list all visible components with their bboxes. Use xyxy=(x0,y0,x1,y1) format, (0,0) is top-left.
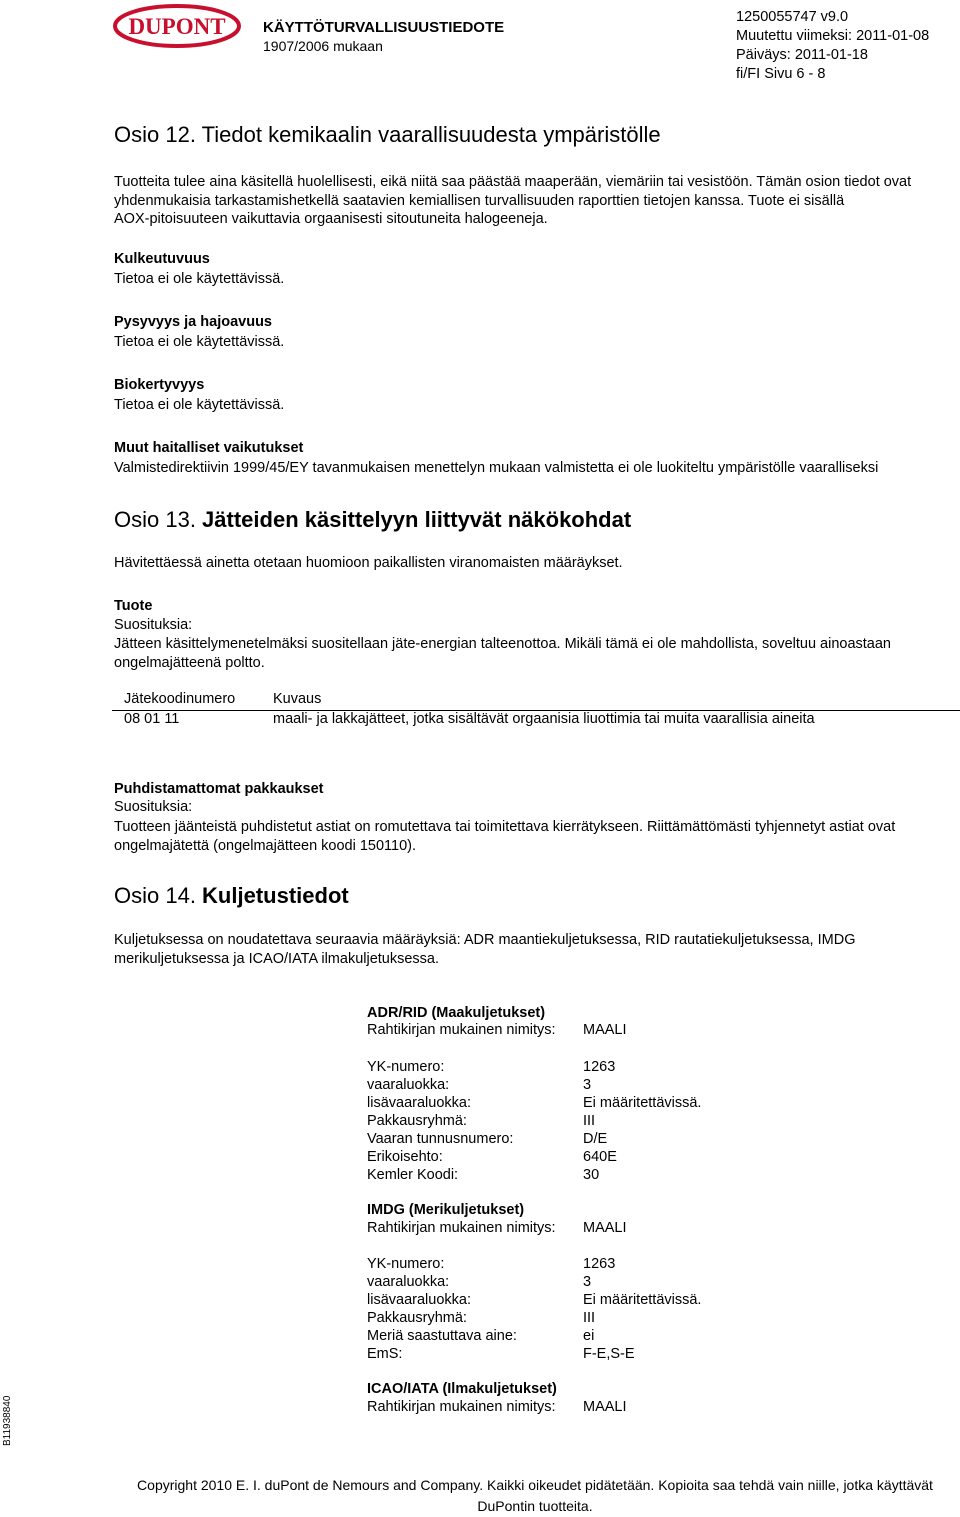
product-text-line: ongelmajätteenä poltto. xyxy=(114,654,265,671)
persistence-text: Tietoa ei ole käytettävissä. xyxy=(114,334,285,350)
field-value: 30 xyxy=(583,1167,600,1183)
field-value: 1263 xyxy=(583,1256,616,1272)
field-value: 1263 xyxy=(583,1059,616,1075)
section-14-number: Osio 14. xyxy=(114,883,203,908)
field-label: Kemler Koodi: xyxy=(367,1167,459,1183)
document-title: KÄYTTÖTURVALLISUUSTIEDOTE xyxy=(263,19,505,36)
footer-line: Copyright 2010 E. I. duPont de Nemours and Company. Kaikki oikeudet pidätetään. Kopioita saa tehdä vain niille, jotka käyttävät xyxy=(137,1477,933,1493)
section-12-intro xyxy=(114,173,920,229)
intro-line: AOX-pitoisuuteen vaikuttavia orgaanisesti sitoutuneita halogeeneja. xyxy=(114,211,548,227)
section-13-name: Jätteiden käsittelyyn liittyvät näkökohdat xyxy=(202,507,632,532)
field-value: MAALI xyxy=(583,1220,627,1236)
mobility-text: Tietoa ei ole käytettävissä. xyxy=(114,271,285,287)
regulation-reference: 1907/2006 mukaan xyxy=(263,38,383,54)
imdg-heading: IMDG (Merikuljetukset) xyxy=(367,1202,525,1218)
intro-line: Tuotteita tulee aina käsitellä huolellisesti, eikä niitä saa päästää maaperään, viemäriin tai vesistöön. Tämän osion tiedot ovat xyxy=(114,174,912,190)
modified-date: Muutettu viimeksi: 2011-01-08 xyxy=(736,28,930,44)
icao-heading: ICAO/IATA (Ilmakuljetukset) xyxy=(367,1381,557,1397)
field-label: Rahtikirjan mukainen nimitys: xyxy=(367,1022,556,1038)
bioaccumulation-text: Tietoa ei ole käytettävissä. xyxy=(114,397,285,413)
document-meta xyxy=(736,8,929,84)
field-value: ei xyxy=(583,1328,595,1344)
description-cell: maali- ja lakkajätteet, jotka sisältävät orgaanisia liuottimia tai muita vaarallisia aineita xyxy=(273,711,815,727)
field-label: Meriä saastuttava aine: xyxy=(367,1328,517,1344)
field-value: MAALI xyxy=(583,1022,627,1038)
field-value: MAALI xyxy=(583,1399,627,1415)
adr-heading: ADR/RID (Maakuljetukset) xyxy=(367,1005,546,1021)
field-label: vaaraluokka: xyxy=(367,1274,450,1290)
other-effects-heading: Muut haitalliset vaikutukset xyxy=(114,440,304,456)
field-label: Pakkausryhmä: xyxy=(367,1310,467,1326)
imdg-shipping-name xyxy=(0,1220,960,1240)
product-recommendations-label: Suosituksia: xyxy=(114,617,193,633)
product-heading: Tuote xyxy=(114,598,153,614)
logo-text: DUPONT xyxy=(128,14,226,39)
field-value: Ei määritettävissä. xyxy=(583,1095,702,1111)
field-label: EmS: xyxy=(367,1346,403,1362)
field-value: F-E,S-E xyxy=(583,1346,635,1362)
adr-shipping-name xyxy=(0,1022,960,1042)
field-label: Pakkausryhmä: xyxy=(367,1113,467,1129)
field-value: D/E xyxy=(583,1131,608,1147)
document-side-code: B11938840 xyxy=(2,1395,13,1446)
footer-line: DuPontin tuotteita. xyxy=(477,1498,593,1514)
field-value: 640E xyxy=(583,1149,617,1165)
packaging-recommendations-label: Suosituksia: xyxy=(114,799,193,815)
intro-line: yhdenmukaisia tarkastamishetkellä saatavien kemiallisen turvallisuuden raporttien tietojen kanssa. Tuote ei sisällä xyxy=(114,192,845,209)
product-text-line: Jätteen käsittelymenetelmäksi suositellaan jäte-energian talteenottoa. Mikäli tämä ei ole mahdollista, soveltuu ainoastaan xyxy=(114,636,891,652)
field-label: vaaraluokka: xyxy=(367,1077,450,1093)
waste-code-cell: 08 01 11 xyxy=(124,711,180,727)
field-label: Erikoisehto: xyxy=(367,1149,443,1165)
copyright-footer xyxy=(0,1475,960,1517)
persistence-heading: Pysyvyys ja hajoavuus xyxy=(114,314,272,330)
packaging-heading: Puhdistamattomat pakkaukset xyxy=(114,781,324,797)
field-label: Vaaran tunnusnumero: xyxy=(367,1131,514,1147)
intro-line: Kuljetuksessa on noudatettava seuraavia määräyksiä: ADR maantiekuljetuksessa, RID rautatiekuljetuksessa, IMDG xyxy=(114,932,856,948)
field-value: 3 xyxy=(583,1274,592,1290)
section-14-name: Kuljetustiedot xyxy=(202,883,349,908)
field-value: Ei määritettävissä. xyxy=(583,1292,702,1308)
section-13-intro: Hävitettäessä ainetta otetaan huomioon paikallisten viranomaisten määräykset. xyxy=(114,555,623,571)
field-value: III xyxy=(583,1113,596,1129)
issue-date: Päiväys: 2011-01-18 xyxy=(736,47,868,63)
waste-code-header: Jätekoodinumero xyxy=(124,691,236,707)
field-label: YK-numero: xyxy=(367,1256,445,1272)
dupont-logo xyxy=(112,4,242,48)
bioaccumulation-heading: Biokertyvyys xyxy=(114,377,205,393)
section-13-number: Osio 13. xyxy=(114,507,203,532)
description-header: Kuvaus xyxy=(273,691,322,707)
page-number: fi/FI Sivu 6 - 8 xyxy=(736,66,826,82)
field-value: III xyxy=(583,1310,596,1326)
field-value: 3 xyxy=(583,1077,592,1093)
section-12-title: Osio 12. Tiedot kemikaalin vaarallisuudesta ympäristölle xyxy=(114,122,661,147)
field-label: YK-numero: xyxy=(367,1059,445,1075)
other-effects-text: Valmistedirektiivin 1999/45/EY tavanmukaisen menettelyn mukaan valmistetta ei ole luokiteltu ympäristölle vaaralliseksi xyxy=(114,460,879,476)
packaging-text-line: Tuotteen jäänteistä puhdistetut astiat on romutettava tai toimitettava kierrätykseen. Riittämättömästi tyhjennetyt astiat ovat xyxy=(114,819,896,835)
section-14-title xyxy=(114,883,349,909)
product-text xyxy=(114,635,920,672)
field-label: lisävaaraluokka: xyxy=(367,1292,471,1308)
packaging-text xyxy=(114,818,920,855)
mobility-heading: Kulkeutuvuus xyxy=(114,251,210,267)
document-number: 1250055747 v9.0 xyxy=(736,9,849,25)
field-label: Rahtikirjan mukainen nimitys: xyxy=(367,1220,556,1236)
field-label: lisävaaraluokka: xyxy=(367,1095,471,1111)
icao-shipping-name xyxy=(0,1399,960,1419)
section-14-intro xyxy=(114,931,920,968)
packaging-text-line: ongelmajätettä (ongelmajätteen koodi 150110). xyxy=(114,837,417,854)
intro-line: merikuljetuksessa ja ICAO/IATA ilmakuljetuksessa. xyxy=(114,950,440,967)
field-label: Rahtikirjan mukainen nimitys: xyxy=(367,1399,556,1415)
section-13-title xyxy=(114,507,631,533)
